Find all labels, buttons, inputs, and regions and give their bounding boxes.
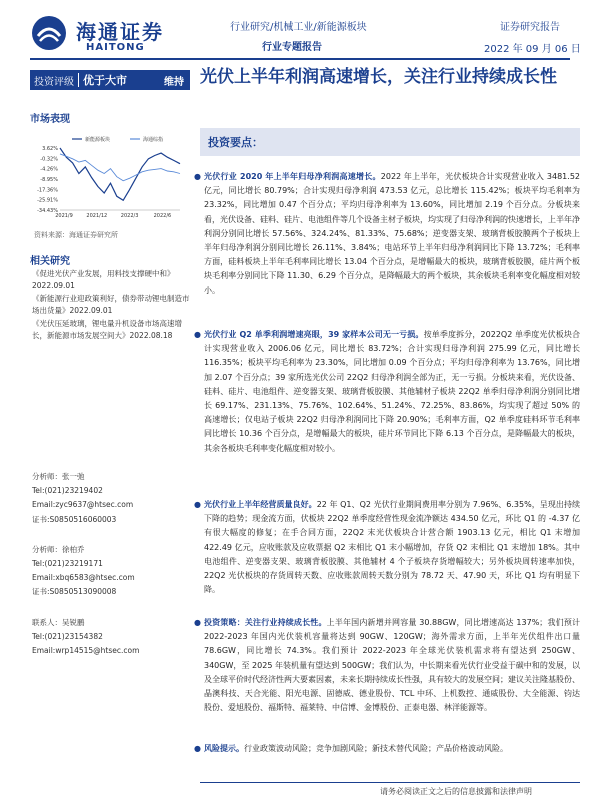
haitong-logo-icon — [30, 14, 68, 52]
key-point-body: 22 年 Q1、Q2 光伏行业期间费用率分别为 7.96%、6.35%，呈现出持续下降的趋势；现金流方面，伏板块 22Q2 单季度经营性现金流净额达 434.50 亿元，环比 Q1 的 -4.37 亿有很大幅度的修复；在手合同方面，22Q2 末光伏板块合计营合额 1903.13 亿元，相比 Q1 末增加 422.49 亿元，应收账款及应收票据 Q2 末相比 Q1 末小幅增加，存货 Q2 末相比 Q1 末增加 18%。其中电池组件、逆变器支架、玻璃背板胶膜、其他辅材 4 个子板块存货增幅较大；另外板块周转速率加快，22Q2 光伏板块的存货周转天数、应收账款周转天数分别为 78.72 天、47.90 天，环比 Q1 均有明显下降。 — [204, 500, 581, 595]
y-tick-label: -34.43% — [37, 208, 58, 214]
key-point-body: 按单季度拆分，2022Q2 单季度光伏板块合计实现营业收入 2006.06 亿元，同比增长 83.72%；合计实现归母净利润 275.99 亿元，同比增长 116.35%；板块平均毛利率为 23.30%，同比增加 0.09 个百分点；平均归母净利率为 13.76%，同比增加 2.07 个百分点；39 家所选光伏公司 22Q2 归母净利润全部为正，无一亏损。分板块来看，光伏设备、硅料、硅片、电池组件、逆变器支架、玻璃背板胶膜、其他辅材子板块 22Q2 单季归母净利润分别同比增长 69.17%、231.13%、75.76%、102.64%、51.24%、72.25%、83.86%，均实现了超过 50% 的高速增长；仅电站子板块 22Q2 归母净利润同比下降 20.90%；毛利率方面，Q2 单季度硅料环节毛利率同比增长 10.36 个百分点，是增幅最大的板块，硅片环节同比下降 6.13 个百分点，是降幅最大的板块，其余各板块毛利率变化幅度相对较小。 — [204, 330, 580, 453]
key-point-lead: 光伏行业 Q2 单季利润增速亮眼，39 家样本公司无一亏损。 — [204, 330, 424, 339]
market-performance-chart — [30, 134, 188, 224]
bullet-icon: ● — [194, 618, 201, 627]
related-item[interactable]: 《新能源行业迎政策利好，债券带动锂电制造市场出货量》2022.09.01 — [32, 294, 190, 315]
related-list — [32, 268, 192, 343]
bullet-icon: ● — [194, 330, 201, 339]
x-tick-label: 2021/12 — [86, 213, 108, 219]
contact-tel: Tel:(021)23154382 — [32, 631, 103, 641]
x-tick-label: 2022/6 — [153, 213, 172, 219]
related-heading: 相关研究 — [30, 256, 70, 267]
y-tick-label: -17.36% — [37, 187, 58, 194]
key-points-header — [200, 128, 580, 156]
analyst-tel: Tel:(021)23219402 — [32, 486, 103, 496]
analyst-cert: 证书:S0850516060003 — [32, 514, 117, 524]
key-point-paragraph — [194, 742, 580, 756]
report-type: 行业专题报告 — [262, 42, 322, 53]
report-label: 证券研究报告 — [500, 22, 560, 33]
key-point-lead: 光伏行业上半年经营质量良好。 — [204, 500, 317, 509]
key-point-paragraph — [194, 616, 581, 715]
series-line-2 — [60, 154, 180, 181]
related-item[interactable]: 《促进光伏产业发展，用料技支撑硬中和》2022.09.01 — [32, 269, 175, 290]
y-tick-label: -25.91% — [37, 197, 58, 204]
contact-name: 联系人：吴锐鹏 — [32, 617, 85, 627]
analyst-cert: 证书:S0850513090008 — [32, 587, 117, 597]
key-point-body: 2022 年上半年，光伏板块合计实现营业收入 3481.52 亿元，同比增长 80.79%；合计实现归母净利润 473.53 亿元，总比增长 115.42%；板块平均毛利率为 23.32%，同比增加 0.47 个百分点；平均归母净利率为 13.60%，同比增加 2.19 个百分点。分板块来看，光伏设备、硅料、硅片、电池组件等几个设备主材子板块，均实现了归母净利润的快速增长，上半年净利润分别同比增长 57.56%、324.24%、81.33%、75.68%；逆变器支架、玻璃背板胶膜两个子板块上半年归母净利润分别同比增长 26.11%、3.84%；电站环节上半年归母净利润同比下降 13.72%；毛利率方面，硅料板块上半年毛利率同比增长 13.04 个百分点，是增幅最大的板块，玻璃背板胶膜，硅片两个板块毛利率分别同比下降 11.30、6.29 个百分点，是降幅最大的两个板块，其余板块毛利率变化幅度相对较小。 — [204, 172, 580, 295]
contact-email[interactable]: Email:wrp14515@htsec.com — [32, 646, 140, 656]
rating-separator — [78, 73, 79, 87]
rating-value: 优于大市 — [83, 74, 127, 87]
key-point-paragraph — [194, 498, 581, 597]
y-tick-label: -0.32% — [40, 156, 58, 163]
key-point-body: 上半年国内新增并网容量 30.88GW，同比增速高达 137%；我们预计 2022-2023 年国内光伏装机容量将达到 90GW、120GW；海外需求方面，上半年光伏组件出口量 78.6GW，同比增长 74.3%。我们预计 2022-2023 年全球光伏装机需求将有望达到 250GW、340GW，至 2025 年装机量有望达到 500GW；我们认为，中长期来看光伏行业受益于碳中和的发展，以及全球平价时代经济性两大要素因素，未来长期持续成长性强，具有较大的发展空间；建议关注隆基股份、晶澳科技、天合光能、阳光电源、固德威、德业股份、TCL 中环、上机数控、通威股份、大全能源、钧达股份、爱旭股份、福斯特、福莱特、中信博、金博股份、正泰电器、林洋能源等。 — [204, 618, 581, 713]
related-item[interactable]: 《光伏压延玻璃，锂电量升机设备市场高速增长，新能源市场发展空间大》2022.08.18 — [32, 319, 182, 340]
analyst-name: 分析师：徐柏乔 — [32, 544, 85, 554]
y-tick-label: 3.62% — [42, 146, 58, 152]
x-tick-label: 2021/9 — [55, 213, 73, 219]
analyst-email[interactable]: Email:zyc9637@htsec.com — [32, 500, 134, 510]
rating-change: 维持 — [164, 76, 184, 88]
market-heading: 市场表现 — [30, 114, 70, 125]
key-point-lead: 风险提示。 — [204, 744, 244, 753]
analyst-email[interactable]: Email:xbq6583@htsec.com — [32, 573, 135, 583]
key-point-lead: 光伏行业 2020 年上半年归母净利润高速增长。 — [204, 172, 381, 181]
key-point-body: 行业政策波动风险；竞争加剧风险；新技术替代风险；产品价格波动风险。 — [244, 744, 508, 753]
bullet-icon: ● — [194, 500, 201, 509]
report-date: 2022 年 09 月 06 日 — [484, 44, 581, 55]
analyst-info — [32, 470, 190, 658]
footer-divider — [200, 782, 580, 783]
analyst-tel: Tel:(021)23219171 — [32, 559, 103, 569]
company-logo — [30, 14, 170, 58]
footer-disclaimer: 请务必阅读正文之后的信息披露和法律声明 — [380, 787, 532, 796]
rating-bar — [30, 70, 190, 90]
logo-english-name: HAITONG — [86, 42, 145, 53]
y-tick-label: -4.26% — [40, 166, 58, 173]
bullet-icon: ● — [194, 744, 201, 753]
key-points-heading: 投资要点： — [208, 136, 263, 149]
chart-source: 资料来源：海通证券研究所 — [34, 231, 118, 239]
series-line-1 — [60, 148, 180, 200]
legend-label: 新能源板块 — [85, 137, 111, 143]
header-divider — [30, 58, 570, 60]
analyst-gap — [32, 527, 190, 543]
key-point-paragraph — [194, 170, 580, 298]
rating-label: 投资评级 — [34, 76, 74, 88]
key-point-lead: 投资策略：关注行业持续成长性。 — [204, 618, 327, 627]
x-tick-label: 2022/3 — [120, 213, 139, 219]
analyst-name: 分析师：张一弛 — [32, 472, 85, 481]
y-tick-label: -8.95% — [40, 177, 58, 183]
logo-chinese-name: 海通证券 — [76, 20, 164, 44]
legend-label: 海通综指 — [143, 137, 164, 143]
bullet-icon: ● — [194, 172, 201, 181]
report-categories: 行业研究/机械工业/新能源板块 — [230, 22, 367, 33]
report-title: 光伏上半年利润高速增长，关注行业持续成长性 — [200, 67, 557, 87]
key-point-paragraph — [194, 328, 580, 456]
analyst-gap — [32, 600, 190, 616]
